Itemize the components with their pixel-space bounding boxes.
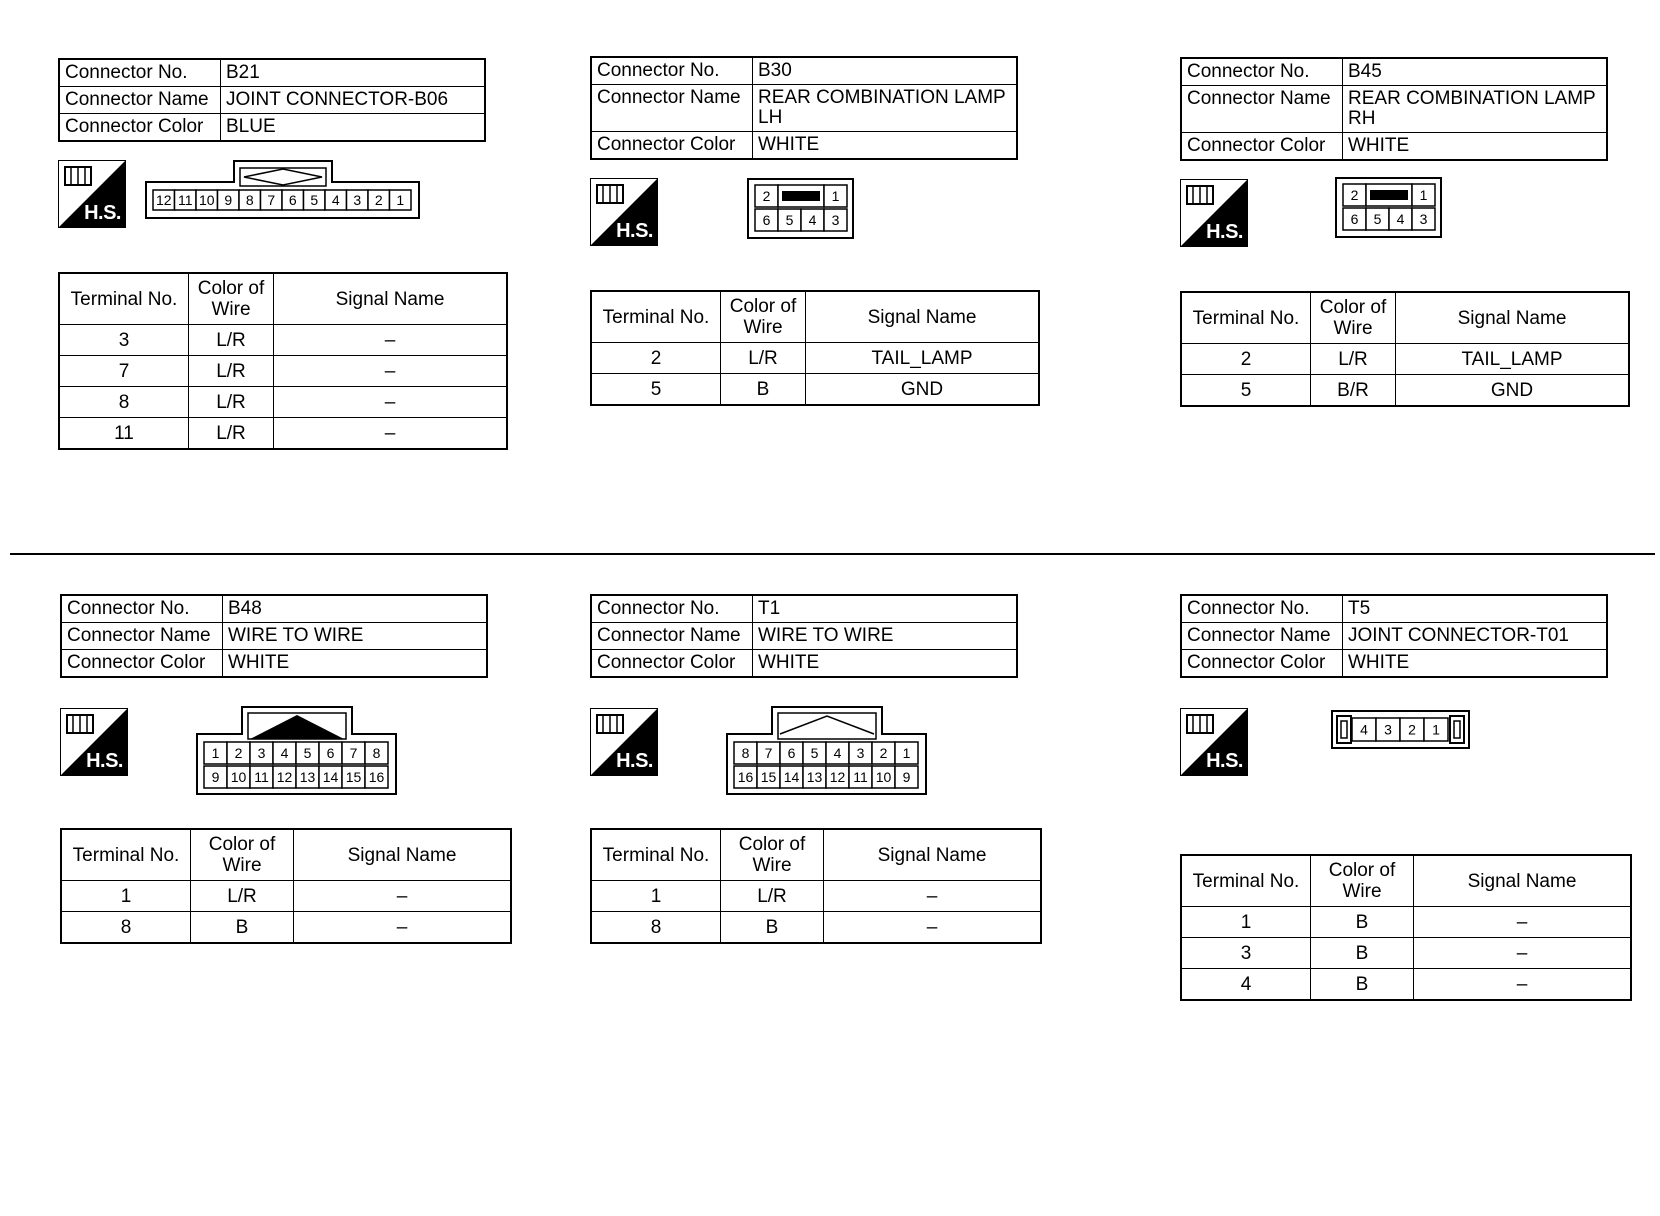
terminal-no: 8 <box>61 912 191 944</box>
terminal-table <box>1180 291 1630 407</box>
wire-text: Wire <box>743 317 783 338</box>
wire-text: Wire <box>222 855 262 876</box>
pin-number: 16 <box>737 769 754 785</box>
table-row <box>1181 969 1631 1001</box>
connector-panel-t1 <box>590 594 1050 944</box>
pin-number: 9 <box>224 192 233 208</box>
pin-number: 10 <box>230 769 247 785</box>
connector-info-table <box>590 594 1018 678</box>
pin-number: 2 <box>374 192 383 208</box>
pin-number: 1 <box>211 745 220 761</box>
terminal-no-header: Terminal No. <box>59 273 189 325</box>
connector-panel-b48 <box>60 594 520 944</box>
connector-panel-t5 <box>1180 594 1640 1001</box>
terminal-no: 2 <box>1181 344 1311 375</box>
wire-color-header <box>189 273 274 325</box>
terminal-no-header: Terminal No. <box>1181 292 1311 344</box>
lock-tab <box>1370 190 1408 200</box>
signal-name: TAIL_LAMP <box>1396 344 1630 375</box>
pin-number: 11 <box>177 192 193 208</box>
color-of-text: Color of <box>197 278 265 299</box>
wire-color: B <box>1311 907 1414 938</box>
wire-color: B <box>191 912 294 944</box>
pin-number: 2 <box>234 745 243 761</box>
signal-name: GND <box>806 374 1040 406</box>
signal-name: TAIL_LAMP <box>806 343 1040 374</box>
connector-color-value: WHITE <box>223 650 488 678</box>
pin-number: 12 <box>276 769 293 785</box>
table-row <box>61 881 511 912</box>
pin-number: 4 <box>331 192 340 208</box>
wire-text: Wire <box>1333 318 1373 339</box>
terminal-no: 8 <box>59 387 189 418</box>
terminal-no-header: Terminal No. <box>1181 855 1311 907</box>
connector-face-b21 <box>145 160 420 225</box>
terminal-no: 7 <box>59 356 189 387</box>
connector-color-label: Connector Color <box>1181 133 1343 161</box>
color-of-text: Color of <box>738 834 806 855</box>
terminal-table <box>60 828 512 944</box>
pin-number: 2 <box>1408 721 1416 738</box>
connector-no-value: B30 <box>753 57 1018 85</box>
connector-color-label: Connector Color <box>61 650 223 678</box>
connector-no-value: B48 <box>223 595 488 623</box>
hs-label: H.S. <box>616 750 653 772</box>
pin-number: 16 <box>368 769 385 785</box>
terminal-no-header: Terminal No. <box>591 291 721 343</box>
section-divider <box>10 553 1655 555</box>
pin-number: 1 <box>1432 721 1440 738</box>
pin-number: 9 <box>902 769 911 785</box>
pin-number: 4 <box>808 212 817 228</box>
color-of-text: Color of <box>1328 860 1396 881</box>
table-row <box>1181 938 1631 969</box>
signal-name-header: Signal Name <box>1396 292 1630 344</box>
lock-tab <box>782 191 820 201</box>
pin-number: 2 <box>762 188 771 204</box>
wire-color: L/R <box>1311 344 1396 375</box>
color-of-text: Color of <box>208 834 276 855</box>
wire-color: L/R <box>721 881 824 912</box>
connector-name-label: Connector Name <box>591 623 753 650</box>
connector-name-value: WIRE TO WIRE <box>753 623 1018 650</box>
wire-color: B <box>721 912 824 944</box>
connector-panel-b21 <box>58 58 518 450</box>
connector-diagram <box>60 678 520 828</box>
pin-number: 3 <box>353 192 362 208</box>
signal-name-header: Signal Name <box>806 291 1040 343</box>
terminal-table <box>590 828 1042 944</box>
pin-number: 3 <box>1384 721 1392 738</box>
hs-icon <box>60 708 128 776</box>
connector-color-value: WHITE <box>753 132 1018 160</box>
wire-color-header <box>191 829 294 881</box>
terminal-no: 1 <box>1181 907 1311 938</box>
pin-number: 8 <box>372 745 381 761</box>
terminal-no: 3 <box>1181 938 1311 969</box>
wire-color: L/R <box>189 356 274 387</box>
signal-name-header: Signal Name <box>824 829 1042 881</box>
wire-color: B/R <box>1311 375 1396 407</box>
pin-number: 3 <box>831 212 840 228</box>
wire-color-header <box>721 829 824 881</box>
signal-name: – <box>274 387 508 418</box>
table-row <box>59 387 507 418</box>
connector-name-label: Connector Name <box>1181 623 1343 650</box>
signal-name: – <box>1414 938 1632 969</box>
signal-name-header: Signal Name <box>294 829 512 881</box>
connector-color-value: WHITE <box>1343 650 1608 678</box>
wire-color-header <box>1311 292 1396 344</box>
signal-name: – <box>274 356 508 387</box>
connector-no-label: Connector No. <box>1181 595 1343 623</box>
table-row <box>59 418 507 450</box>
connector-face-b45 <box>1335 177 1443 244</box>
connector-diagram <box>1180 161 1640 291</box>
table-row <box>59 356 507 387</box>
connector-no-label: Connector No. <box>1181 58 1343 86</box>
hs-icon <box>590 178 658 246</box>
connector-color-label: Connector Color <box>59 114 221 142</box>
connector-info-table <box>590 56 1018 160</box>
connector-color-label: Connector Color <box>591 650 753 678</box>
pin-number: 3 <box>257 745 266 761</box>
connector-name-label: Connector Name <box>1181 86 1343 133</box>
pin-number: 4 <box>280 745 289 761</box>
connector-no-label: Connector No. <box>61 595 223 623</box>
pin-number: 12 <box>829 769 846 785</box>
hs-icon <box>590 708 658 776</box>
terminal-table <box>58 272 508 450</box>
wire-color-header <box>721 291 806 343</box>
wire-text: Wire <box>1342 881 1382 902</box>
terminal-no: 3 <box>59 325 189 356</box>
wire-text: Wire <box>752 855 792 876</box>
table-row <box>591 343 1039 374</box>
connector-info-table <box>1180 594 1608 678</box>
signal-name: – <box>1414 969 1632 1001</box>
table-row <box>59 325 507 356</box>
hs-icon <box>1180 179 1248 247</box>
pin-number: 5 <box>785 212 794 228</box>
terminal-no: 5 <box>1181 375 1311 407</box>
terminal-table <box>1180 854 1632 1001</box>
pin-number: 6 <box>288 192 297 208</box>
pin-number: 1 <box>902 745 911 761</box>
connector-panel-b30 <box>590 56 1050 406</box>
pin-number: 6 <box>762 212 771 228</box>
pin-number: 2 <box>1350 187 1359 203</box>
pin-number: 15 <box>760 769 777 785</box>
connector-face-b48 <box>196 706 398 801</box>
table-row <box>1181 375 1629 407</box>
connector-no-value: B21 <box>221 59 486 87</box>
wire-color: B <box>1311 969 1414 1001</box>
connector-name-label: Connector Name <box>59 87 221 114</box>
connector-face-b30 <box>747 178 855 245</box>
hs-icon <box>1180 708 1248 776</box>
wire-color: L/R <box>189 418 274 450</box>
pin-number: 4 <box>833 745 842 761</box>
hs-label: H.S. <box>1206 750 1243 772</box>
wire-color: B <box>721 374 806 406</box>
connector-face-t5 <box>1331 710 1471 755</box>
pin-number: 11 <box>254 769 269 785</box>
connector-no-value: T1 <box>753 595 1018 623</box>
connector-color-label: Connector Color <box>591 132 753 160</box>
signal-name-header: Signal Name <box>274 273 508 325</box>
connector-no-label: Connector No. <box>591 595 753 623</box>
connector-name-value: JOINT CONNECTOR-B06 <box>221 87 486 114</box>
pin-number: 6 <box>326 745 335 761</box>
connector-color-label: Connector Color <box>1181 650 1343 678</box>
pin-number: 13 <box>806 769 823 785</box>
connector-name-label: Connector Name <box>591 85 753 132</box>
table-row <box>591 912 1041 944</box>
connector-no-value: T5 <box>1343 595 1608 623</box>
connector-color-value: WHITE <box>753 650 1018 678</box>
table-row <box>591 374 1039 406</box>
pin-number: 1 <box>1419 187 1428 203</box>
pin-number: 6 <box>1350 211 1359 227</box>
hs-icon <box>58 160 126 228</box>
connector-diagram <box>58 142 518 272</box>
wire-color: B <box>1311 938 1414 969</box>
pin-number: 5 <box>303 745 312 761</box>
pin-number: 8 <box>245 192 254 208</box>
wire-color: L/R <box>189 387 274 418</box>
pin-number: 4 <box>1396 211 1405 227</box>
signal-name: – <box>274 418 508 450</box>
table-row <box>1181 344 1629 375</box>
pin-number: 10 <box>198 192 215 208</box>
pin-number: 7 <box>349 745 358 761</box>
pin-number: 14 <box>783 769 800 785</box>
connector-no-label: Connector No. <box>59 59 221 87</box>
pin-number: 13 <box>299 769 316 785</box>
connector-info-table <box>60 594 488 678</box>
pin-number: 1 <box>396 192 405 208</box>
pin-number: 11 <box>853 769 868 785</box>
wire-color: L/R <box>721 343 806 374</box>
pin-number: 7 <box>764 745 773 761</box>
signal-name: – <box>1414 907 1632 938</box>
terminal-no: 1 <box>591 881 721 912</box>
signal-name-header: Signal Name <box>1414 855 1632 907</box>
pin-number: 5 <box>810 745 819 761</box>
terminal-no: 5 <box>591 374 721 406</box>
wire-text: Wire <box>211 299 251 320</box>
connector-name-value: WIRE TO WIRE <box>223 623 488 650</box>
connector-info-table <box>1180 57 1608 161</box>
pin-number: 3 <box>1419 211 1428 227</box>
connector-info-table <box>58 58 486 142</box>
connector-diagram <box>590 678 1050 828</box>
hs-label: H.S. <box>84 202 121 224</box>
pin-number: 3 <box>856 745 865 761</box>
connector-color-value: WHITE <box>1343 133 1608 161</box>
pin-number: 5 <box>1373 211 1382 227</box>
connector-diagram <box>590 160 1050 290</box>
signal-name: – <box>824 912 1042 944</box>
terminal-table <box>590 290 1040 406</box>
terminal-no: 2 <box>591 343 721 374</box>
pin-number: 8 <box>741 745 750 761</box>
pin-number: 2 <box>879 745 888 761</box>
color-of-text: Color of <box>1319 297 1387 318</box>
color-of-text: Color of <box>729 296 797 317</box>
pin-number: 12 <box>155 192 172 208</box>
signal-name: – <box>824 881 1042 912</box>
signal-name: – <box>294 881 512 912</box>
connector-name-value: JOINT CONNECTOR-T01 <box>1343 623 1608 650</box>
pin-number: 4 <box>1360 721 1368 738</box>
hs-label: H.S. <box>86 750 123 772</box>
connector-no-label: Connector No. <box>591 57 753 85</box>
pin-number: 14 <box>322 769 339 785</box>
connector-name-label: Connector Name <box>61 623 223 650</box>
terminal-no: 8 <box>591 912 721 944</box>
connector-diagram <box>1180 678 1640 854</box>
connector-panel-b45 <box>1180 57 1640 407</box>
signal-name: – <box>294 912 512 944</box>
wire-color: L/R <box>189 325 274 356</box>
table-row <box>591 881 1041 912</box>
terminal-no-header: Terminal No. <box>591 829 721 881</box>
hs-label: H.S. <box>1206 221 1243 243</box>
pin-number: 7 <box>267 192 276 208</box>
wire-color-header <box>1311 855 1414 907</box>
pin-number: 10 <box>875 769 892 785</box>
pin-number: 1 <box>831 188 840 204</box>
connector-color-value: BLUE <box>221 114 486 142</box>
terminal-no: 11 <box>59 418 189 450</box>
pin-number: 15 <box>345 769 362 785</box>
wire-color: L/R <box>191 881 294 912</box>
connector-name-value: REAR COMBINATION LAMP LH <box>753 85 1018 132</box>
signal-name: – <box>274 325 508 356</box>
connector-name-value: REAR COMBINATION LAMP RH <box>1343 86 1608 133</box>
pin-number: 6 <box>787 745 796 761</box>
terminal-no: 4 <box>1181 969 1311 1001</box>
pin-number: 9 <box>211 769 220 785</box>
terminal-no: 1 <box>61 881 191 912</box>
terminal-no-header: Terminal No. <box>61 829 191 881</box>
table-row <box>61 912 511 944</box>
connector-no-value: B45 <box>1343 58 1608 86</box>
connector-face-t1 <box>726 706 928 801</box>
pin-number: 5 <box>310 192 319 208</box>
hs-label: H.S. <box>616 220 653 242</box>
signal-name: GND <box>1396 375 1630 407</box>
table-row <box>1181 907 1631 938</box>
